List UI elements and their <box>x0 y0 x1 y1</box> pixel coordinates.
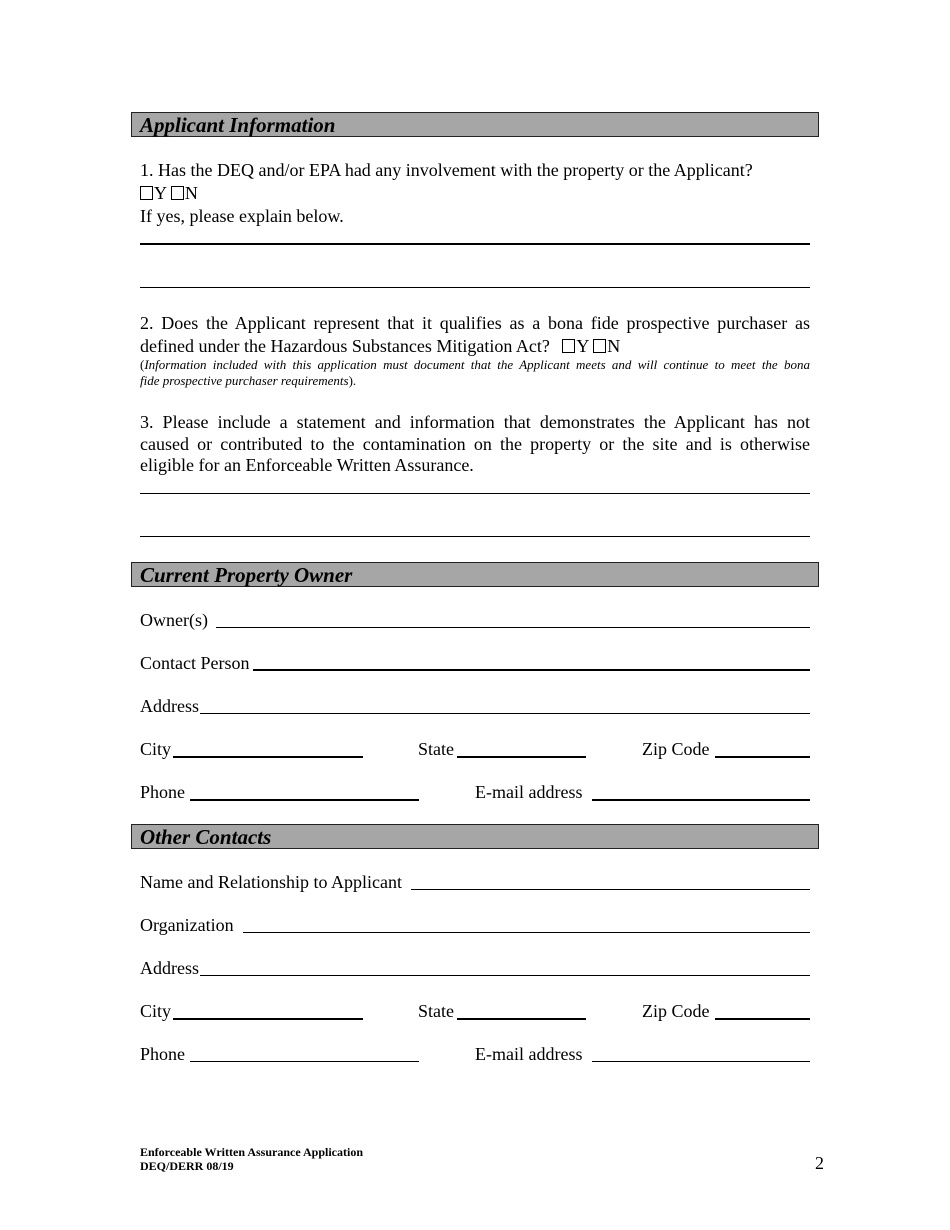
q2-no-label: N <box>607 336 621 356</box>
owner-state-label: State <box>418 739 454 759</box>
owner-owners-input[interactable] <box>216 627 810 628</box>
q2-note-close-paren: ). <box>348 373 357 388</box>
question-1: 1. Has the DEQ and/or EPA had any involvement with the property or the Applicant? <box>140 160 753 180</box>
owner-contact-label: Contact Person <box>140 653 250 673</box>
other-email-input[interactable] <box>592 1061 810 1062</box>
other-org-label: Organization <box>140 915 234 935</box>
q2-yes-label: Y <box>576 336 589 356</box>
other-namerel-label: Name and Relationship to Applicant <box>140 872 402 892</box>
other-email-label: E-mail address <box>475 1044 583 1064</box>
section-header-applicant <box>131 112 819 137</box>
q1-answer-line-1[interactable] <box>140 243 810 245</box>
other-city-input[interactable] <box>173 1018 363 1020</box>
q1-no-label: N <box>184 183 198 203</box>
other-city-label: City <box>140 1001 172 1021</box>
q2-note-text: Information included with this application must document that the Applicant meets and will continue to meet the bona <box>144 357 810 372</box>
q3-answer-line-1[interactable] <box>140 493 810 494</box>
other-state-label: State <box>418 1001 454 1021</box>
q2-line2 <box>140 335 620 357</box>
section-title: Current Property Owner <box>140 563 353 587</box>
other-state-input[interactable] <box>457 1018 586 1020</box>
other-phone-input[interactable] <box>190 1061 419 1062</box>
q2-note-text-2: fide prospective purchaser requirements <box>140 373 349 388</box>
owner-state-input[interactable] <box>457 756 586 758</box>
other-org-input[interactable] <box>243 932 810 933</box>
q1-answer-line-2[interactable] <box>140 287 810 288</box>
owner-zip-label: Zip Code <box>642 739 710 759</box>
q1-yes-checkbox[interactable] <box>140 186 153 200</box>
other-zip-label: Zip Code <box>642 1001 710 1021</box>
owner-email-label: E-mail address <box>475 782 583 802</box>
q1-followup: If yes, please explain below. <box>140 206 344 226</box>
other-namerel-input[interactable] <box>411 889 810 890</box>
question-2-line2: defined under the Hazardous Substances Mitigation Act? <box>140 336 550 356</box>
question-3-line2: caused or contributed to the contamination on the property or the site and is otherwise <box>140 434 810 454</box>
owner-address-input[interactable] <box>200 713 810 714</box>
other-address-label: Address <box>140 958 199 978</box>
section-title: Other Contacts <box>140 825 272 849</box>
section-header-others <box>131 824 819 849</box>
q1-yes-label: Y <box>154 183 167 203</box>
q1-no-checkbox[interactable] <box>171 186 184 200</box>
page-number: 2 <box>815 1153 824 1173</box>
owner-address-label: Address <box>140 696 199 716</box>
q2-no-checkbox[interactable] <box>593 339 606 353</box>
question-2-line1: 2. Does the Applicant represent that it qualifies as a bona fide prospective purchaser as <box>140 313 810 333</box>
q2-note-line2 <box>140 373 356 389</box>
owner-city-label: City <box>140 739 172 759</box>
footer-code: DEQ/DERR 08/19 <box>140 1159 234 1173</box>
q2-note-open-paren: ( <box>140 357 145 372</box>
other-zip-input[interactable] <box>715 1018 810 1020</box>
section-header-owner <box>131 562 819 587</box>
owner-phone-label: Phone <box>140 782 185 802</box>
q2-yes-checkbox[interactable] <box>562 339 575 353</box>
owner-email-input[interactable] <box>592 799 810 801</box>
owner-contact-input[interactable] <box>253 669 810 671</box>
q3-answer-line-2[interactable] <box>140 536 810 537</box>
owner-phone-input[interactable] <box>190 799 419 801</box>
owner-city-input[interactable] <box>173 756 363 758</box>
other-address-input[interactable] <box>200 975 810 976</box>
footer-title: Enforceable Written Assurance Application <box>140 1145 364 1159</box>
q2-note-line1 <box>140 357 810 373</box>
owner-owners-label: Owner(s) <box>140 610 208 630</box>
section-title: Applicant Information <box>140 113 336 137</box>
question-3-line3: eligible for an Enforceable Written Assurance. <box>140 455 474 475</box>
owner-zip-input[interactable] <box>715 756 810 758</box>
question-3-line1: 3. Please include a statement and information that demonstrates the Applicant has not <box>140 412 810 432</box>
q1-options <box>140 182 198 204</box>
other-phone-label: Phone <box>140 1044 185 1064</box>
